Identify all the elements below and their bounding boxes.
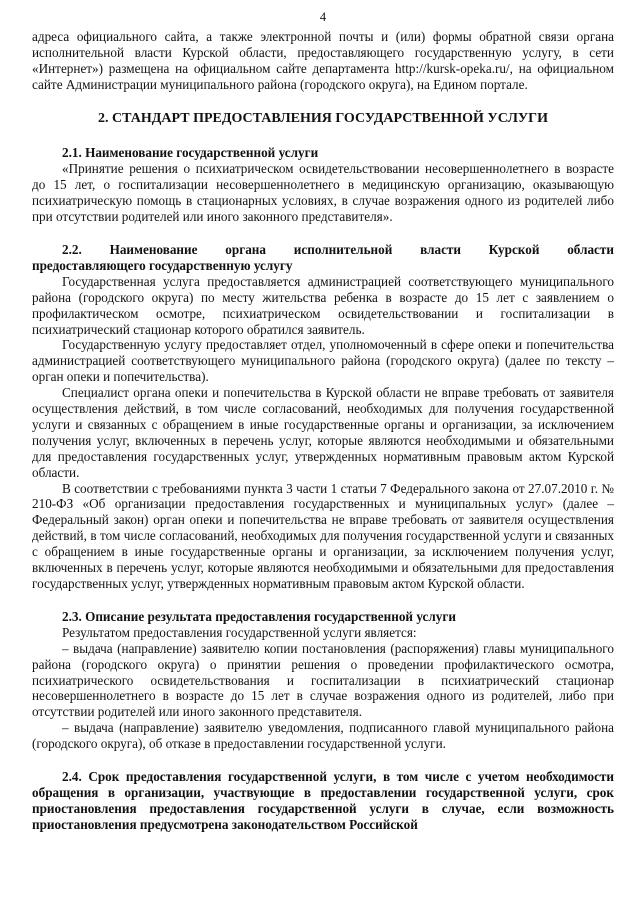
paragraph-2-3-1: Результатом предоставления государственной услуги является: [62,624,417,640]
intro-paragraph: адреса официального сайта, а также электронной почты и (или) формы обратной связи органа исполнительной власти Курской области, предоставляющего государственную услугу, в сети «Интернет») размещена на официальном сайте департамента http://kursk-opeka.ru/, на официальном сайте Администрации муниципального района (городского округа), на Едином портале. [32,28,614,92]
paragraph-2-3-2: – выдача (направление) заявителю копии постановления (распоряжения) главы муниципального района (городского округа) о принятии решения о проведении профилактического осмотра, психиатрического освидетельствования и госпитализации в психиатрический стационар несовершеннолетнего в возрасте до 15 лет в случае возражения одного из родителей, либо при отсутствии родителей или иного законного представителя. [32,640,614,720]
heading-2-2-line1: 2.2. Наименование органа исполнительной власти Курской области [62,241,614,257]
heading-2-4: 2.4. Срок предоставления государственной услуги, в том числе с учетом необходимости обращения в организации, участвующие в предоставлении государственной услуги, срок приостановления предоставления государственной услуги в случае, если возможность приостановления предусмотрена законодательством Российской [32,769,614,832]
paragraph-2-2-1: Государственная услуга предоставляется администрацией соответствующего муниципального района (городского округа) по месту жительства ребенка в возрасте до 15 лет с заявлением о профилактическом осмотре, психиатрическом освидетельствовании и госпитализации в психиатрический стационар которого обратился заявитель. [32,273,614,337]
page-number: 4 [319,10,327,24]
paragraph-2-1-text: «Принятие решения о психиатрическом освидетельствовании несовершеннолетнего в возрасте до 15 лет, о госпитализации несовершеннолетнего в медицинскую организацию, оказывающую психиатрическую помощь в стационарных условиях, в случае возражения одного из родителей либо при отсутствии родителей или иного законного представителя». [32,161,614,225]
section-title: 2. СТАНДАРТ ПРЕДОСТАВЛЕНИЯ ГОСУДАРСТВЕННОЙ УСЛУГИ [98,110,548,126]
paragraph-2-2-3: Специалист органа опеки и попечительства в Курской области не вправе требовать от заявителя осуществления действий, в том числе согласований, необходимых для получения государственной услуги и связанных с обращением в иные государственные органы и организации, за исключением получения услуг, включенных в перечень услуг, которые являются необходимыми и обязательными для предоставления государственных услуг, утвержденных нормативным правовым актом Курской области. [32,385,614,480]
paragraph-2-3-3: – выдача (направление) заявителю уведомления, подписанного главой муниципального района (городского округа), об отказе в предоставлении государственной услуги. [32,720,614,752]
heading-2-3: 2.3. Описание результата предоставления государственной услуги [62,608,456,624]
heading-2-2-line2: предоставляющего государственную услугу [32,257,293,273]
heading-2-1: 2.1. Наименование государственной услуги [62,145,319,161]
paragraph-2-2-2: Государственную услугу предоставляет отдел, уполномоченный в сфере опеки и попечительства администрацией соответствующего муниципального района (городского округа) (далее по тексту – орган опеки и попечительства). [32,337,614,385]
paragraph-2-2-4: В соответствии с требованиями пункта 3 части 1 статьи 7 Федерального закона от 27.07.2010 г. № 210-ФЗ «Об организации предоставления государственных и муниципальных услуг» (далее – Федеральный закон) орган опеки и попечительства не вправе требовать от заявителя осуществления действий, в том числе согласований, необходимых для получения государственной услуги и связанных с обращением в иные государственные органы и организации, за исключением получения услуг, включенных в перечень услуг, которые являются необходимыми и обязательными для предоставления государственных услуг, утвержденных нормативным правовым актом Курской области. [32,480,614,591]
